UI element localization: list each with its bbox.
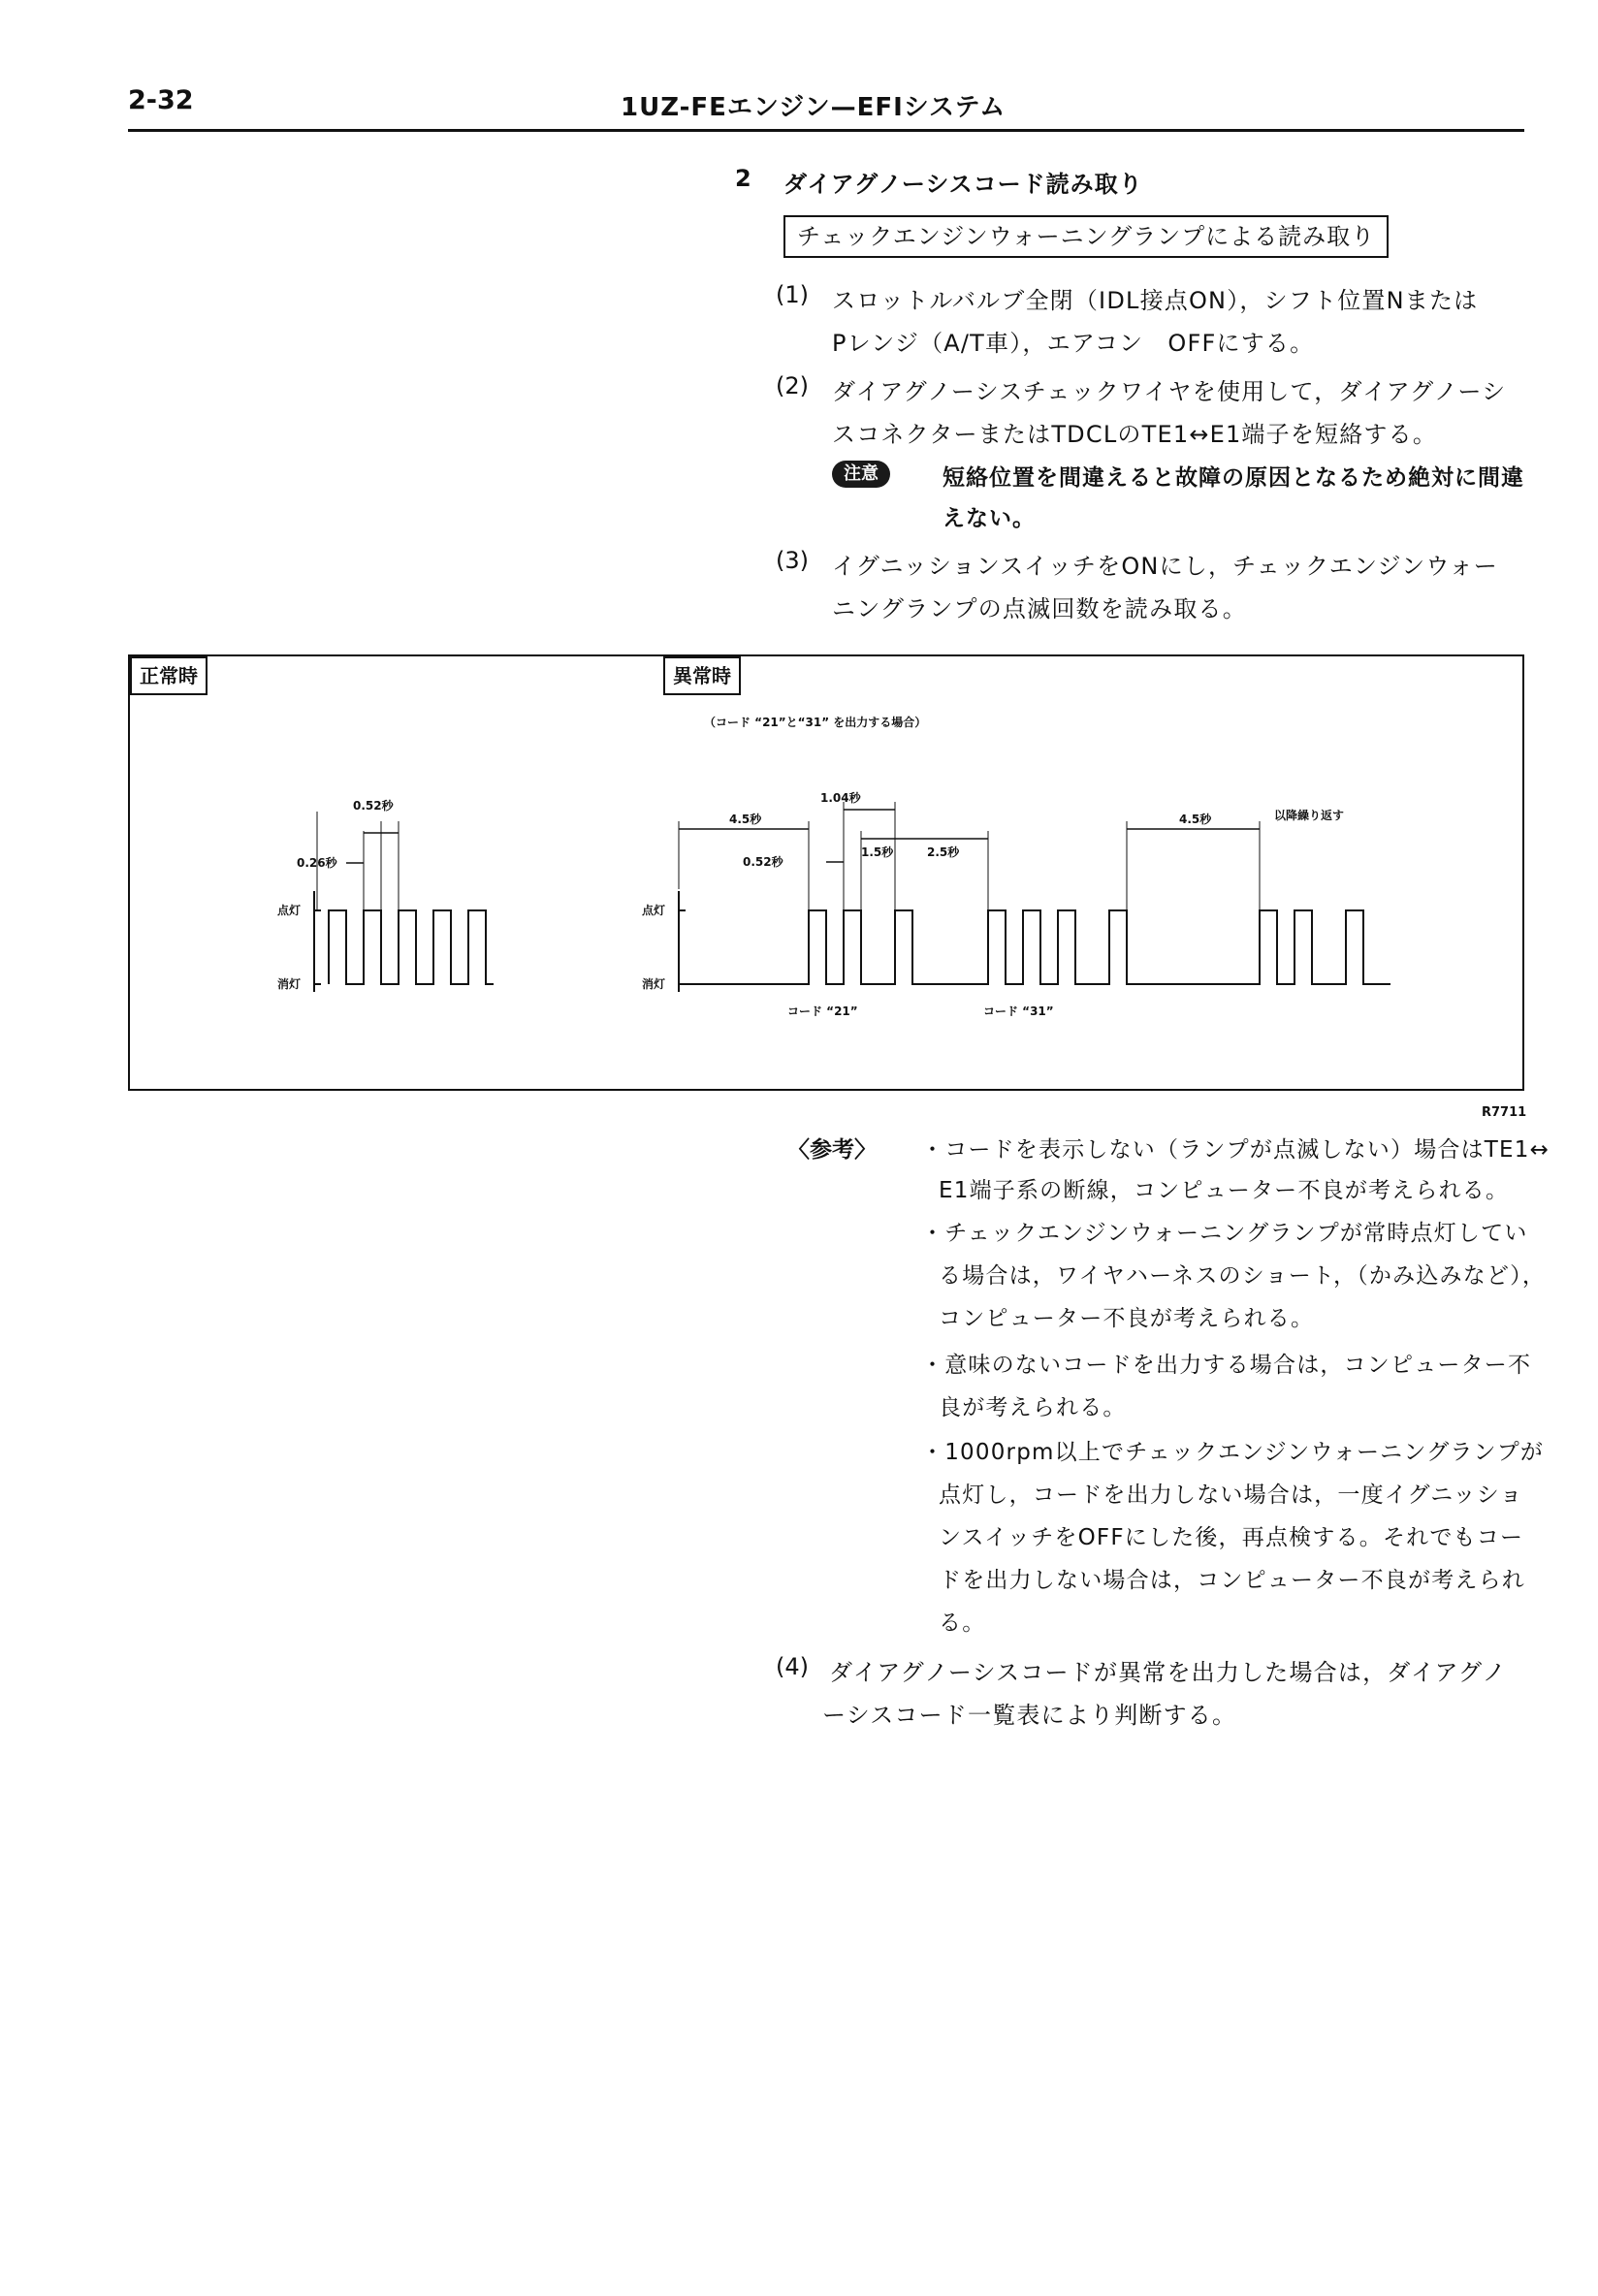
normal-on-label: 点灯 <box>277 904 302 917</box>
t052-label: 0.52秒 <box>743 855 783 869</box>
step-1-label: (1) <box>776 281 809 308</box>
caution-line-1: 短絡位置を間違えると故障の原因となるため絶対に間違 <box>943 465 1524 491</box>
normal-t2-label: 0.26秒 <box>297 856 337 870</box>
step-2-line-1: ダイアグノーシスチェックワイヤを使用して，ダイアグノーシ <box>832 378 1507 405</box>
ref-bullet-1-line-2: E1端子系の断線，コンピューター不良が考えられる。 <box>939 1178 1510 1203</box>
ref-bullet-2-line-2: る場合は，ワイヤハーネスのショート，（かみ込みなど）， <box>939 1263 1547 1289</box>
step-3-line-2: ニングランプの点滅回数を読み取る。 <box>832 595 1247 622</box>
normal-label-box: 正常時 <box>130 656 208 695</box>
waveform-svg <box>130 656 1522 1089</box>
t104-label: 1.04秒 <box>820 791 861 805</box>
header-rule <box>128 129 1524 132</box>
section-number: 2 <box>735 165 751 192</box>
normal-off-label: 消灯 <box>277 977 302 991</box>
abnormal-off-label: 消灯 <box>642 977 666 991</box>
section-title: ダイアグノーシスコード読み取り <box>783 171 1143 198</box>
code21-label: コード “21” <box>787 1004 858 1018</box>
ref-bullet-2-line-3: コンピューター不良が考えられる。 <box>939 1306 1315 1331</box>
code31-label: コード “31” <box>983 1004 1054 1018</box>
step-2-label: (2) <box>776 372 809 399</box>
repeat-label: 以降繰り返す <box>1274 809 1345 822</box>
reference-label: 〈参考〉 <box>787 1137 877 1163</box>
ref-bullet-4-line-3: ンスイッチをOFFにした後，再点検する。それでもコー <box>939 1525 1524 1550</box>
figure-code: R7711 <box>1482 1105 1527 1120</box>
waveform-diagram <box>128 654 1524 1091</box>
ref-bullet-3-line-2: 良が考えられる。 <box>939 1395 1127 1420</box>
boxed-subheading: チェックエンジンウォーニングランプによる読み取り <box>783 215 1389 258</box>
ref-bullet-3-line-1: ・意味のないコードを出力する場合は，コンピューター不 <box>921 1353 1532 1378</box>
ref-bullet-4-line-1: ・1000rpm以上でチェックエンジンウォーニングランプが <box>921 1440 1545 1465</box>
step-3-label: (3) <box>776 547 809 574</box>
ref-bullet-4-line-4: ドを出力しない場合は，コンピューター不良が考えられ <box>939 1568 1525 1593</box>
caution-badge: 注意 <box>832 461 890 488</box>
ref-bullet-1-line-1: ・コードを表示しない（ランプが点滅しない）場合はTE1↔ <box>921 1137 1550 1163</box>
normal-waveform <box>329 910 494 984</box>
ref-bullet-4-line-2: 点灯し，コードを出力しない場合は，一度イグニッショ <box>939 1483 1523 1508</box>
t15-label: 1.5秒 <box>861 845 894 859</box>
t45b-label: 4.5秒 <box>1179 813 1212 826</box>
step-3-line-1: イグニッションスイッチをONにし，チェックエンジンウォー <box>832 553 1499 580</box>
step-1-line-2: Pレンジ（A/T車），エアコン OFFにする。 <box>832 330 1315 357</box>
page-number: 2-32 <box>128 85 194 115</box>
abnormal-on-label: 点灯 <box>642 904 666 917</box>
normal-t1-label: 0.52秒 <box>353 799 394 813</box>
t45a-label: 4.5秒 <box>729 813 762 826</box>
t25-label: 2.5秒 <box>927 845 960 859</box>
step-4-label: (4) <box>776 1653 809 1680</box>
step-1-line-1: スロットルバルブ全閉（IDL接点ON），シフト位置Nまたは <box>832 287 1479 314</box>
abnormal-waveform <box>679 910 1390 984</box>
step-4-line-2: ーシスコード一覧表により判断する。 <box>822 1702 1237 1729</box>
abnormal-label-box: 異常時 <box>663 656 741 695</box>
ref-bullet-4-line-5: る。 <box>939 1610 986 1636</box>
ref-bullet-2-line-1: ・チェックエンジンウォーニングランプが常時点灯してい <box>921 1221 1528 1246</box>
page-header-title: 1UZ-FEエンジン—EFIシステム <box>621 93 1007 122</box>
abnormal-caption: （コード “21”と“31” を出力する場合） <box>704 716 927 729</box>
step-2-line-2: スコネクターまたはTDCLのTE1↔E1端子を短絡する。 <box>832 421 1438 448</box>
step-4-line-1: ダイアグノーシスコードが異常を出力した場合は，ダイアグノ <box>829 1659 1507 1686</box>
caution-line-2: えない。 <box>943 506 1036 531</box>
